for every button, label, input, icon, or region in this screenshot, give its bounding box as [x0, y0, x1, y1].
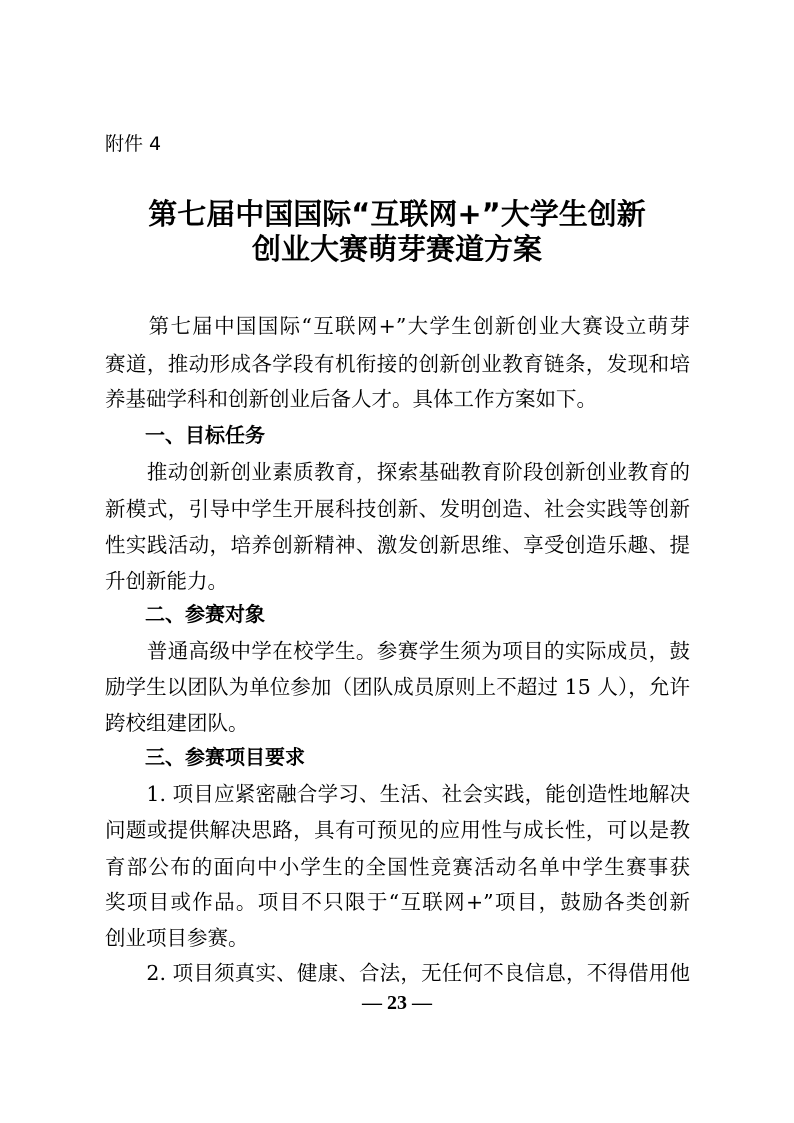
- section1-line-1: 推动创新创业素质教育，探索基础教育阶段创新创业教育的: [105, 460, 690, 484]
- section1-line-3: 性实践活动，培养创新精神、激发创新思维、享受创造乐趣、提: [105, 533, 690, 557]
- document-title-line-1: 第七届中国国际“互联网+”大学生创新: [148, 197, 646, 231]
- intro-line-3: 养基础学科和创新创业后备人才。具体工作方案如下。: [105, 387, 597, 411]
- page-number: — 23 —: [362, 992, 432, 1014]
- section-heading-goals: 一、目标任务: [145, 423, 265, 447]
- section-heading-requirements: 三、参赛项目要求: [145, 745, 305, 769]
- section2-line-2: 励学生以团队为单位参加（团队成员原则上不超过 15 人），允许: [105, 675, 690, 699]
- section3-line-4: 奖项目或作品。项目不只限于“互联网+”项目，鼓励各类创新: [105, 890, 690, 914]
- section2-line-3: 跨校组建团队。: [105, 711, 249, 735]
- section3-line-2: 问题或提供解决思路，具有可预见的应用性与成长性，可以是教: [105, 818, 690, 842]
- section1-line-4: 升创新能力。: [105, 569, 228, 593]
- document-title-line-2: 创业大赛萌芽赛道方案: [251, 232, 542, 266]
- section2-line-1: 普通高级中学在校学生。参赛学生须为项目的实际成员，鼓: [105, 639, 690, 663]
- section3-line-1: 1. 项目应紧密融合学习、生活、社会实践，能创造性地解决: [105, 782, 690, 806]
- section-heading-participants: 二、参赛对象: [145, 602, 265, 626]
- attachment-label: 附件 4: [105, 133, 162, 155]
- section1-line-2: 新模式，引导中学生开展科技创新、发明创造、社会实践等创新: [105, 497, 690, 521]
- section3-line-5: 创业项目参赛。: [105, 926, 249, 950]
- section3-line-6: 2. 项目须真实、健康、合法，无任何不良信息，不得借用他: [105, 961, 690, 985]
- intro-line-2: 赛道，推动形成各学段有机衔接的创新创业教育链条，发现和培: [105, 352, 690, 376]
- intro-line-1: 第七届中国国际“互联网+”大学生创新创业大赛设立萌芽: [105, 314, 690, 338]
- section3-line-3: 育部公布的面向中小学生的全国性竞赛活动名单中学生赛事获: [105, 855, 690, 879]
